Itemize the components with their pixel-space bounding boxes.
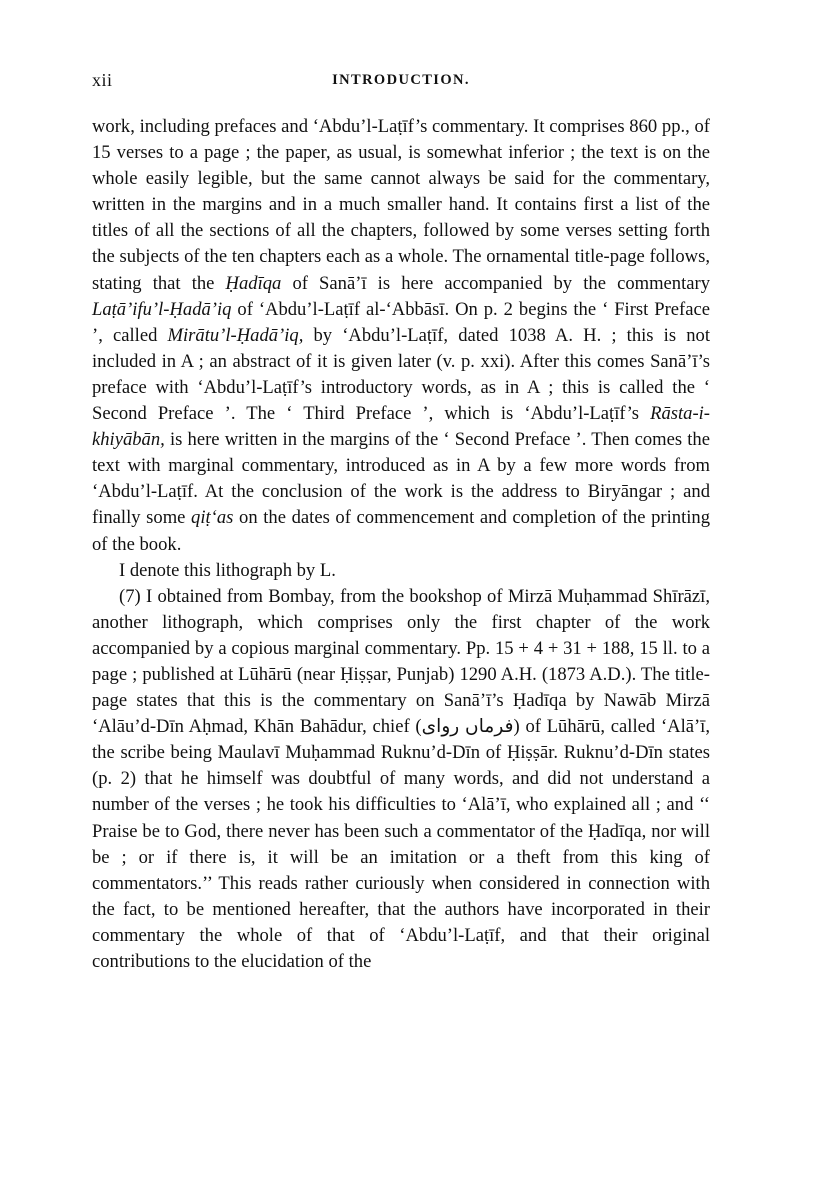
body-text — [92, 114, 710, 975]
italic-term: Laṭā’ifu’l-Ḥadā’iq — [92, 298, 232, 320]
text-run: on the dates of commencement and completion of the printing of the book. — [92, 507, 710, 555]
running-head — [92, 70, 710, 94]
italic-term: Ḥadīqa — [225, 272, 282, 294]
text-run: (7) I obtained from Bombay, from the bookshop of Mirzā Muḥammad Shīrāzī, another lithograph, which comprises only the first chapter of the work accompanied by a copious marginal commentary. Pp. 15 + 4 + 31 + 188, 15 ll. to a page ; published at Lūhārū (near Ḥiṣṣar, Punjab) 1290 A.H. (1873 A.D.). The title-page states that this is the commentary on Sanā’ī’s Ḥadīqa by Nawāb Mirzā ‘Alāu’d-Dīn Aḥmad, Khān Bahādur, chief ( — [92, 585, 710, 738]
arabic-phrase: فرماں روای — [421, 716, 514, 738]
paragraph-lithograph-designation — [92, 558, 710, 584]
text-run: work, including prefaces and ‘Abdu’l-Laṭīf’s commentary. It comprises 860 pp., of 15 verses to a page ; the paper, as usual, is somewhat inferior ; the text is on the whole easily legible, but the same cannot always be said for the commentary, written in the margins and in a much smaller hand. It contains first a list of the titles of all the sections of all the chapters, followed by some verses setting forth the subjects of the ten chapters each as a whole. The ornamental title-page follows, stating that the — [92, 116, 710, 294]
text-run: by ‘Abdu’l-Laṭīf, dated 1038 A. H. ; this is not included in A ; an abstract of it is given later (v. p. xxi). After this comes Sanā’ī’s preface with ‘Abdu’l-Laṭīf’s introductory words, as in A ; this is called the ‘ Second Preface ’. The ‘ Third Preface ’, which is ‘Abdu’l-Laṭīf’s — [92, 324, 710, 425]
page-number: xii — [92, 70, 113, 90]
italic-term: qiṭ‘as — [191, 507, 234, 529]
text-run: of ‘Abdu’l-Laṭīf al-‘Abbāsī. On p. 2 begins the ‘ First Preface ’, called — [92, 298, 710, 346]
paragraph-lithograph-description — [92, 114, 710, 558]
italic-term: Rāsta-i-khiyābān, — [92, 403, 710, 451]
paragraph-bombay-lithograph — [92, 584, 710, 975]
text-run: is here written in the margins of the ‘ Second Preface ’. Then comes the text with marginal commentary, introduced as in A by a few more words from ‘Abdu’l-Laṭīf. At the conclusion of the work is the address to Biryāngar ; and finally some — [92, 429, 710, 529]
italic-term: Mirātu’l-Ḥadā’iq, — [167, 324, 304, 346]
running-title: INTRODUCTION. — [332, 72, 470, 88]
text-run: of Sanā’ī is here accompanied by the commentary — [281, 272, 710, 294]
text-run: ) of Lūhārū, called ‘Alā’ī, the scribe being Maulavī Muḥammad Ruknu’d-Dīn of Ḥiṣṣār. Ruknu’d-Dīn states (p. 2) that he himself was doubtful of many words, and did not understand a number of the verses ; he took his difficulties to ‘Alā’ī, who explained all ; and ‘‘ Praise be to God, there never has been such a commentator of the Ḥadīqa, nor will be ; or if there is, it will be an imitation or a theft from this king of commentators.’’ This reads rather curiously when considered in connection with the fact, to be mentioned hereafter, that the authors have incorporated in their commentary the whole of that of ‘Abdu’l-Laṭīf, and that their original contributions to the elucidation of the — [92, 716, 710, 972]
text-run: I denote this lithograph by L. — [119, 559, 336, 581]
